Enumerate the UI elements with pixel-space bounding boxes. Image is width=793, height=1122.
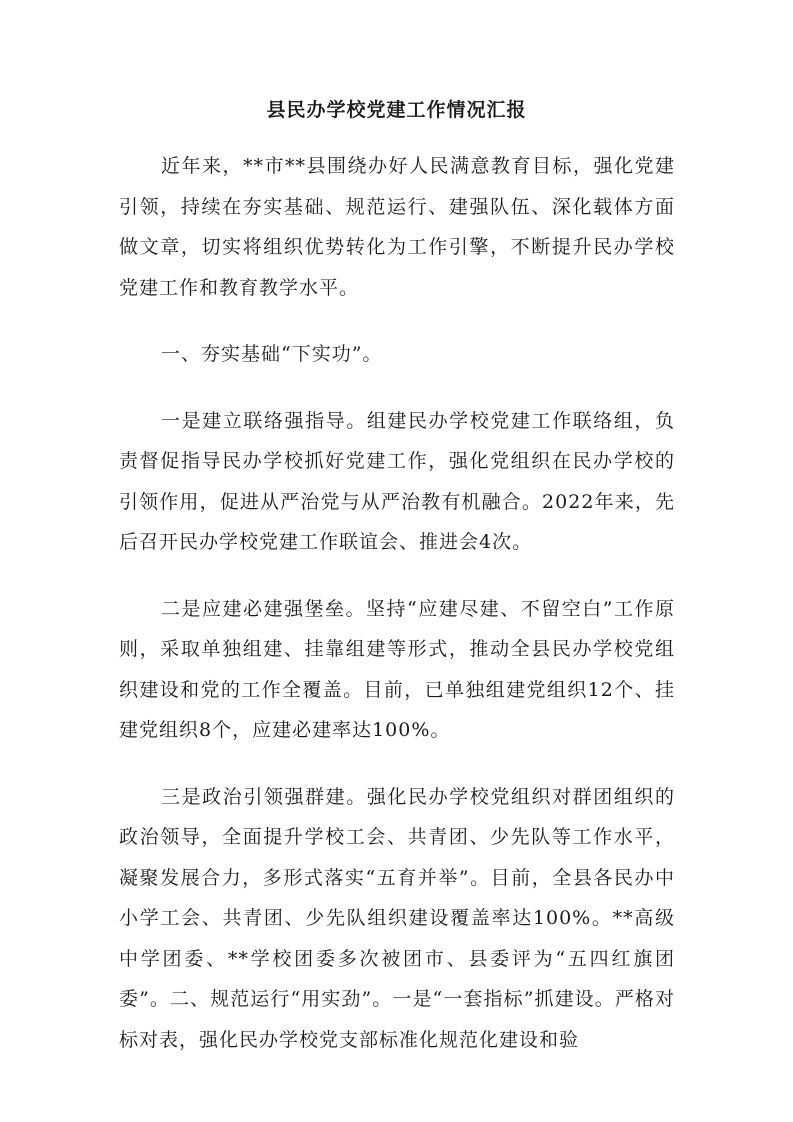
paragraph-political-leadership: 三是政治引领强群建。强化民办学校党组织对群团组织的政治领导，全面提升学校工会、共青团、少先队等工作水平，凝聚发展合力，多形式落实“五育并举”。目前，全县各民办中小学工会、共青团、少先队组织建设覆盖率达100%。**高级中学团委、**学校团委多次被团市、县委评为“五四红旗团委”。二、规范运行“用实劲”。一是“一套指标”抓建设。严格对标对表，强化民办学校党支部标准化规范化建设和验 <box>119 785 675 1051</box>
document-title: 县民办学校党建工作情况汇报 <box>266 99 527 121</box>
paragraph-liaison: 一是建立联络强指导。组建民办学校党建工作联络组，负责督促指导民办学校抓好党建工作，强化党组织在民办学校的引领作用，促进从严治党与从严治教有机融合。2022年来，先后召开民办学校党建工作联谊会、推进会4次。 <box>119 409 675 553</box>
section-heading-1: 一、夯实基础“下实功”。 <box>161 343 383 365</box>
paragraph-organization: 二是应建必建强堡垒。坚持“应建尽建、不留空白”工作原则，采取单独组建、挂靠组建等形式，推动全县民办学校党组织建设和党的工作全覆盖。目前，已单独组建党组织12个、挂建党组织8个，应建必建率达100%。 <box>119 597 675 741</box>
document-body <box>119 146 675 1086</box>
paragraph-intro: 近年来，**市**县围绕办好人民满意教育目标，强化党建引领，持续在夯实基础、规范运行、建强队伍、深化载体方面做文章，切实将组织优势转化为工作引擎，不断提升民办学校党建工作和教育教学水平。 <box>119 155 675 299</box>
